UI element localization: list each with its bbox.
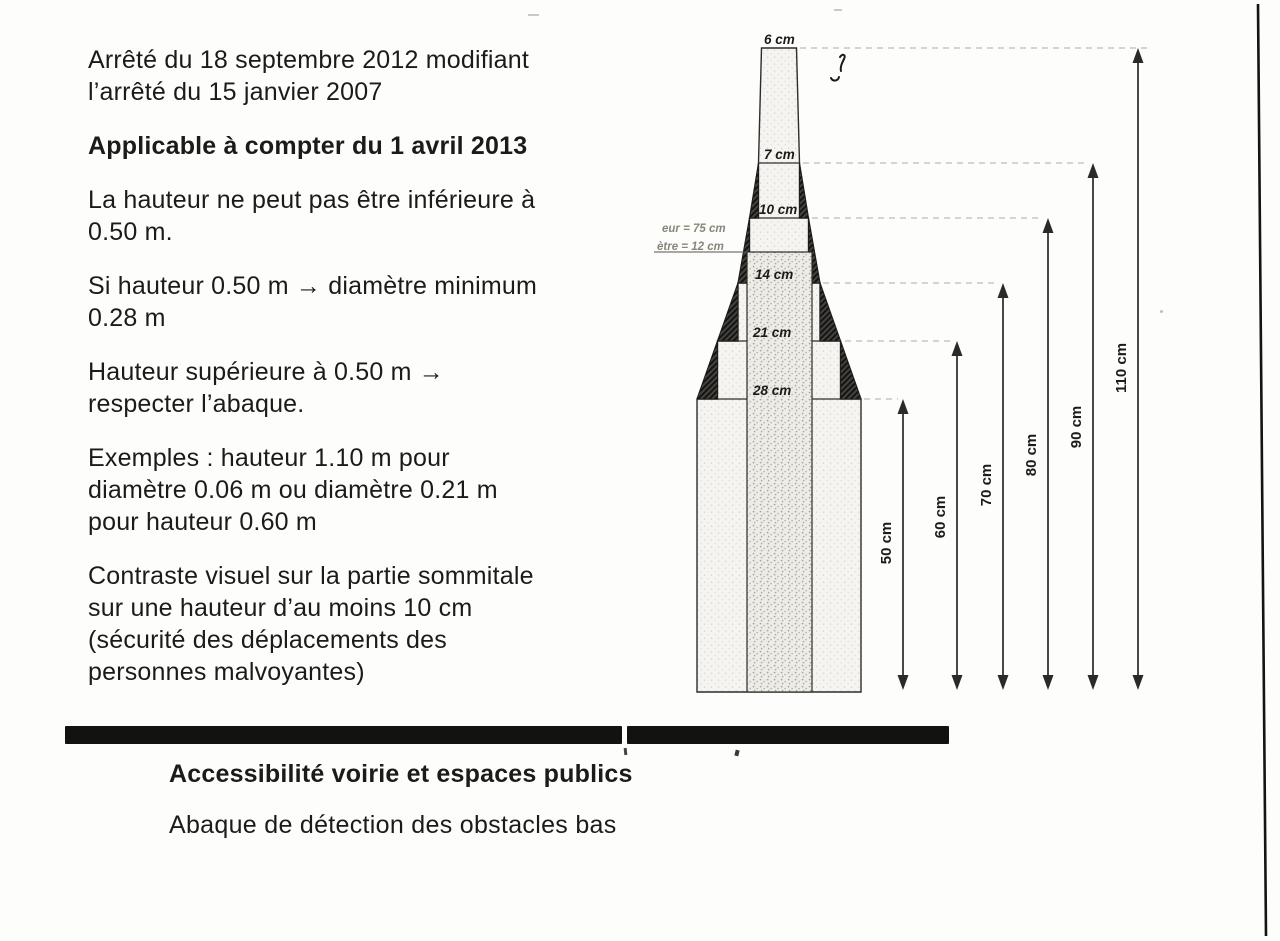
text-line: Si hauteur 0.50 m → diamètre minimum xyxy=(88,272,538,300)
paragraph-exemples xyxy=(88,442,633,538)
height-arrow-80cm xyxy=(1023,218,1054,690)
height-arrow-110cm xyxy=(1113,48,1144,690)
text-line: sur une hauteur d’au moins 10 cm xyxy=(88,594,473,622)
abaque-diagram xyxy=(640,20,1180,710)
text-line: Hauteur supérieure à 0.50 m → xyxy=(88,358,444,386)
text-line: Contraste visuel sur la partie sommitale xyxy=(88,562,534,590)
height-arrow-50cm xyxy=(878,399,909,690)
text-line: 0.28 m xyxy=(88,304,166,332)
paragraph-hauteur-superieure xyxy=(88,356,633,420)
width-label-28cm: 28 cm xyxy=(753,383,792,398)
scan-speck xyxy=(624,748,628,755)
text-line: Arrêté du 18 septembre 2012 modifiant xyxy=(88,46,529,74)
scan-speck xyxy=(834,9,842,11)
text-line: pour hauteur 0.60 m xyxy=(88,508,317,536)
text-line: (sécurité des déplacements des xyxy=(88,626,447,654)
scan-page-edge-line xyxy=(1246,0,1274,941)
svg-text:90 cm: 90 cm xyxy=(1068,405,1085,449)
separator-bar-right-segment xyxy=(627,726,949,744)
text-line: Exemples : hauteur 1.10 m pour xyxy=(88,444,450,472)
text-line: La hauteur ne peut pas être inférieure à xyxy=(88,186,536,214)
central-post xyxy=(747,252,812,692)
paragraph-si-hauteur xyxy=(88,270,633,334)
post-note-line1: eur = 75 cm xyxy=(662,223,726,235)
text-line: personnes malvoyantes) xyxy=(88,658,365,686)
paragraph-applicable-heading xyxy=(88,130,633,162)
svg-text:110 cm: 110 cm xyxy=(1113,342,1130,394)
height-arrow-60cm xyxy=(932,341,963,690)
text-line: diamètre 0.06 m ou diamètre 0.21 m xyxy=(88,476,498,504)
text-line: 0.50 m. xyxy=(88,218,173,246)
footer-subtitle: Abaque de détection des obstacles bas xyxy=(169,811,617,839)
footer-title: Accessibilité voirie et espaces publics xyxy=(169,760,633,788)
left-text-column xyxy=(88,44,633,710)
post-note-line2: ètre = 12 cm xyxy=(657,241,724,253)
height-arrows xyxy=(878,48,1144,690)
paragraph-contraste xyxy=(88,560,633,688)
width-label-14cm: 14 cm xyxy=(755,267,794,282)
width-label-10cm: 10 cm xyxy=(759,202,798,217)
svg-text:50 cm: 50 cm xyxy=(878,521,895,565)
text-line: respecter l’abaque. xyxy=(88,390,305,418)
width-label-7cm: 7 cm xyxy=(764,147,795,162)
paragraph-hauteur-min xyxy=(88,184,633,248)
scan-speck xyxy=(1160,310,1163,313)
svg-text:70 cm: 70 cm xyxy=(978,463,995,507)
abaque-envelope xyxy=(697,48,861,692)
svg-text:60 cm: 60 cm xyxy=(932,495,949,539)
text-line: l’arrêté du 15 janvier 2007 xyxy=(88,78,383,106)
scan-speck xyxy=(734,750,739,757)
height-arrow-90cm xyxy=(1068,163,1099,690)
width-label-21cm: 21 cm xyxy=(753,325,792,340)
width-label-6cm: 6 cm xyxy=(764,32,795,47)
dashed-level-guides xyxy=(800,48,1148,399)
text-line: Applicable à compter du 1 avril 2013 xyxy=(88,132,528,160)
paragraph-arrete xyxy=(88,44,633,108)
height-arrow-70cm xyxy=(978,283,1009,690)
separator-bar-left-segment xyxy=(65,726,622,744)
scan-speck xyxy=(528,14,539,16)
handwritten-squiggle-mark xyxy=(831,55,845,81)
svg-text:80 cm: 80 cm xyxy=(1023,433,1040,477)
